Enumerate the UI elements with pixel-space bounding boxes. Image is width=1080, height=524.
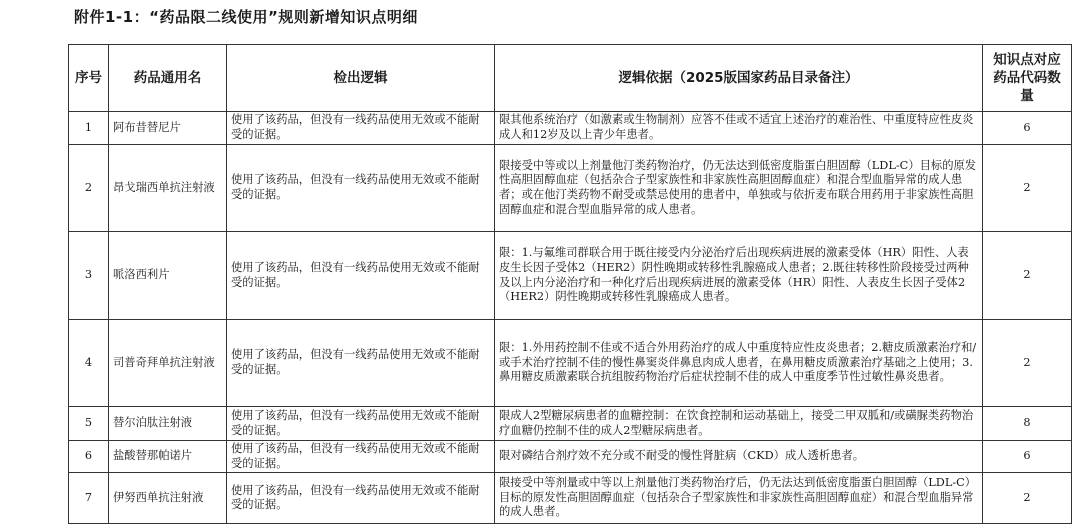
table-header-row	[69, 45, 1072, 112]
row-detection-logic: 使用了该药品，但没有一线药品使用无效或不能耐受的证据。	[227, 407, 495, 441]
row-detection-logic: 使用了该药品，但没有一线药品使用无效或不能耐受的证据。	[227, 473, 495, 524]
table-row	[69, 112, 1072, 145]
header-logic-basis: 逻辑依据（2025版国家药品目录备注）	[495, 45, 983, 112]
row-drug-name: 盐酸替那帕诺片	[109, 441, 227, 473]
table-row	[69, 407, 1072, 441]
row-drug-name: 替尔泊肽注射液	[109, 407, 227, 441]
row-logic-basis: 限对磷结合剂疗效不充分或不耐受的慢性肾脏病（CKD）成人透析患者。	[495, 441, 983, 473]
row-detection-logic: 使用了该药品，但没有一线药品使用无效或不能耐受的证据。	[227, 112, 495, 145]
row-detection-logic: 使用了该药品，但没有一线药品使用无效或不能耐受的证据。	[227, 320, 495, 407]
row-logic-basis: 限：1.与氟维司群联合用于既往接受内分泌治疗后出现疾病进展的激素受体（HR）阳性、人表皮生长因子受体2（HER2）阴性晚期或转移性乳腺癌成人患者；2.既往转移性阶段接受过两种及以上内分泌治疗和一种化疗后出现疾病进展的激素受体（HR）阳性、人表皮生长因子受体2（HER2）阴性晚期或转移性乳腺癌成人患者。	[495, 232, 983, 320]
row-code-count: 6	[983, 441, 1072, 473]
row-no: 5	[69, 407, 109, 441]
row-logic-basis: 限接受中等或以上剂量他汀类药物治疗，仍无法达到低密度脂蛋白胆固醇（LDL-C）目标的原发性高胆固醇血症（包括杂合子型家族性和非家族性高胆固醇血症）和混合型血脂异常的成人患者；或在他汀类药物不耐受或禁忌使用的患者中，单独或与依折麦布联合用药用于非家族性高胆固醇血症和混合型血脂异常的成人患者。	[495, 145, 983, 232]
row-no: 2	[69, 145, 109, 232]
table-row	[69, 232, 1072, 320]
row-detection-logic: 使用了该药品，但没有一线药品使用无效或不能耐受的证据。	[227, 232, 495, 320]
header-drug-name: 药品通用名	[109, 45, 227, 112]
row-code-count: 8	[983, 407, 1072, 441]
row-code-count: 2	[983, 232, 1072, 320]
row-code-count: 2	[983, 473, 1072, 524]
row-drug-name: 哌洛西利片	[109, 232, 227, 320]
row-drug-name: 司普奇拜单抗注射液	[109, 320, 227, 407]
row-logic-basis: 限：1.外用药控制不佳或不适合外用药治疗的成人中重度特应性皮炎患者；2.糖皮质激素治疗和/或手术治疗控制不佳的慢性鼻窦炎伴鼻息肉成人患者，在鼻用糖皮质激素治疗基础之上使用；3.鼻用糖皮质激素联合抗组胺药物治疗后症状控制不佳的成人中重度季节性过敏性鼻炎患者。	[495, 320, 983, 407]
header-detection-logic: 检出逻辑	[227, 45, 495, 112]
row-detection-logic: 使用了该药品，但没有一线药品使用无效或不能耐受的证据。	[227, 441, 495, 473]
row-no: 4	[69, 320, 109, 407]
row-logic-basis: 限接受中等剂量或中等以上剂量他汀类药物治疗后，仍无法达到低密度脂蛋白胆固醇（LDL-C）目标的原发性高胆固醇血症（包括杂合子型家族性和非家族性高胆固醇血症）和混合型血脂异常的成人患者。	[495, 473, 983, 524]
document-caption: 附件1-1：“药品限二线使用”规则新增知识点明细	[74, 8, 418, 26]
row-code-count: 2	[983, 145, 1072, 232]
row-no: 3	[69, 232, 109, 320]
table-row	[69, 473, 1072, 524]
row-no: 1	[69, 112, 109, 145]
row-drug-name: 阿布昔替尼片	[109, 112, 227, 145]
header-no: 序号	[69, 45, 109, 112]
row-no: 7	[69, 473, 109, 524]
knowledge-table	[68, 44, 1072, 524]
row-drug-name: 昂戈瑞西单抗注射液	[109, 145, 227, 232]
row-code-count: 2	[983, 320, 1072, 407]
row-drug-name: 伊努西单抗注射液	[109, 473, 227, 524]
table-row	[69, 441, 1072, 473]
row-detection-logic: 使用了该药品，但没有一线药品使用无效或不能耐受的证据。	[227, 145, 495, 232]
table-row	[69, 320, 1072, 407]
header-code-count: 知识点对应药品代码数量	[983, 45, 1072, 112]
row-logic-basis: 限成人2型糖尿病患者的血糖控制：在饮食控制和运动基础上，接受二甲双胍和/或磺脲类药物治疗血糖仍控制不佳的成人2型糖尿病患者。	[495, 407, 983, 441]
table-row	[69, 145, 1072, 232]
row-logic-basis: 限其他系统治疗（如激素或生物制剂）应答不佳或不适宜上述治疗的难治性、中重度特应性皮炎成人和12岁及以上青少年患者。	[495, 112, 983, 145]
row-no: 6	[69, 441, 109, 473]
row-code-count: 6	[983, 112, 1072, 145]
